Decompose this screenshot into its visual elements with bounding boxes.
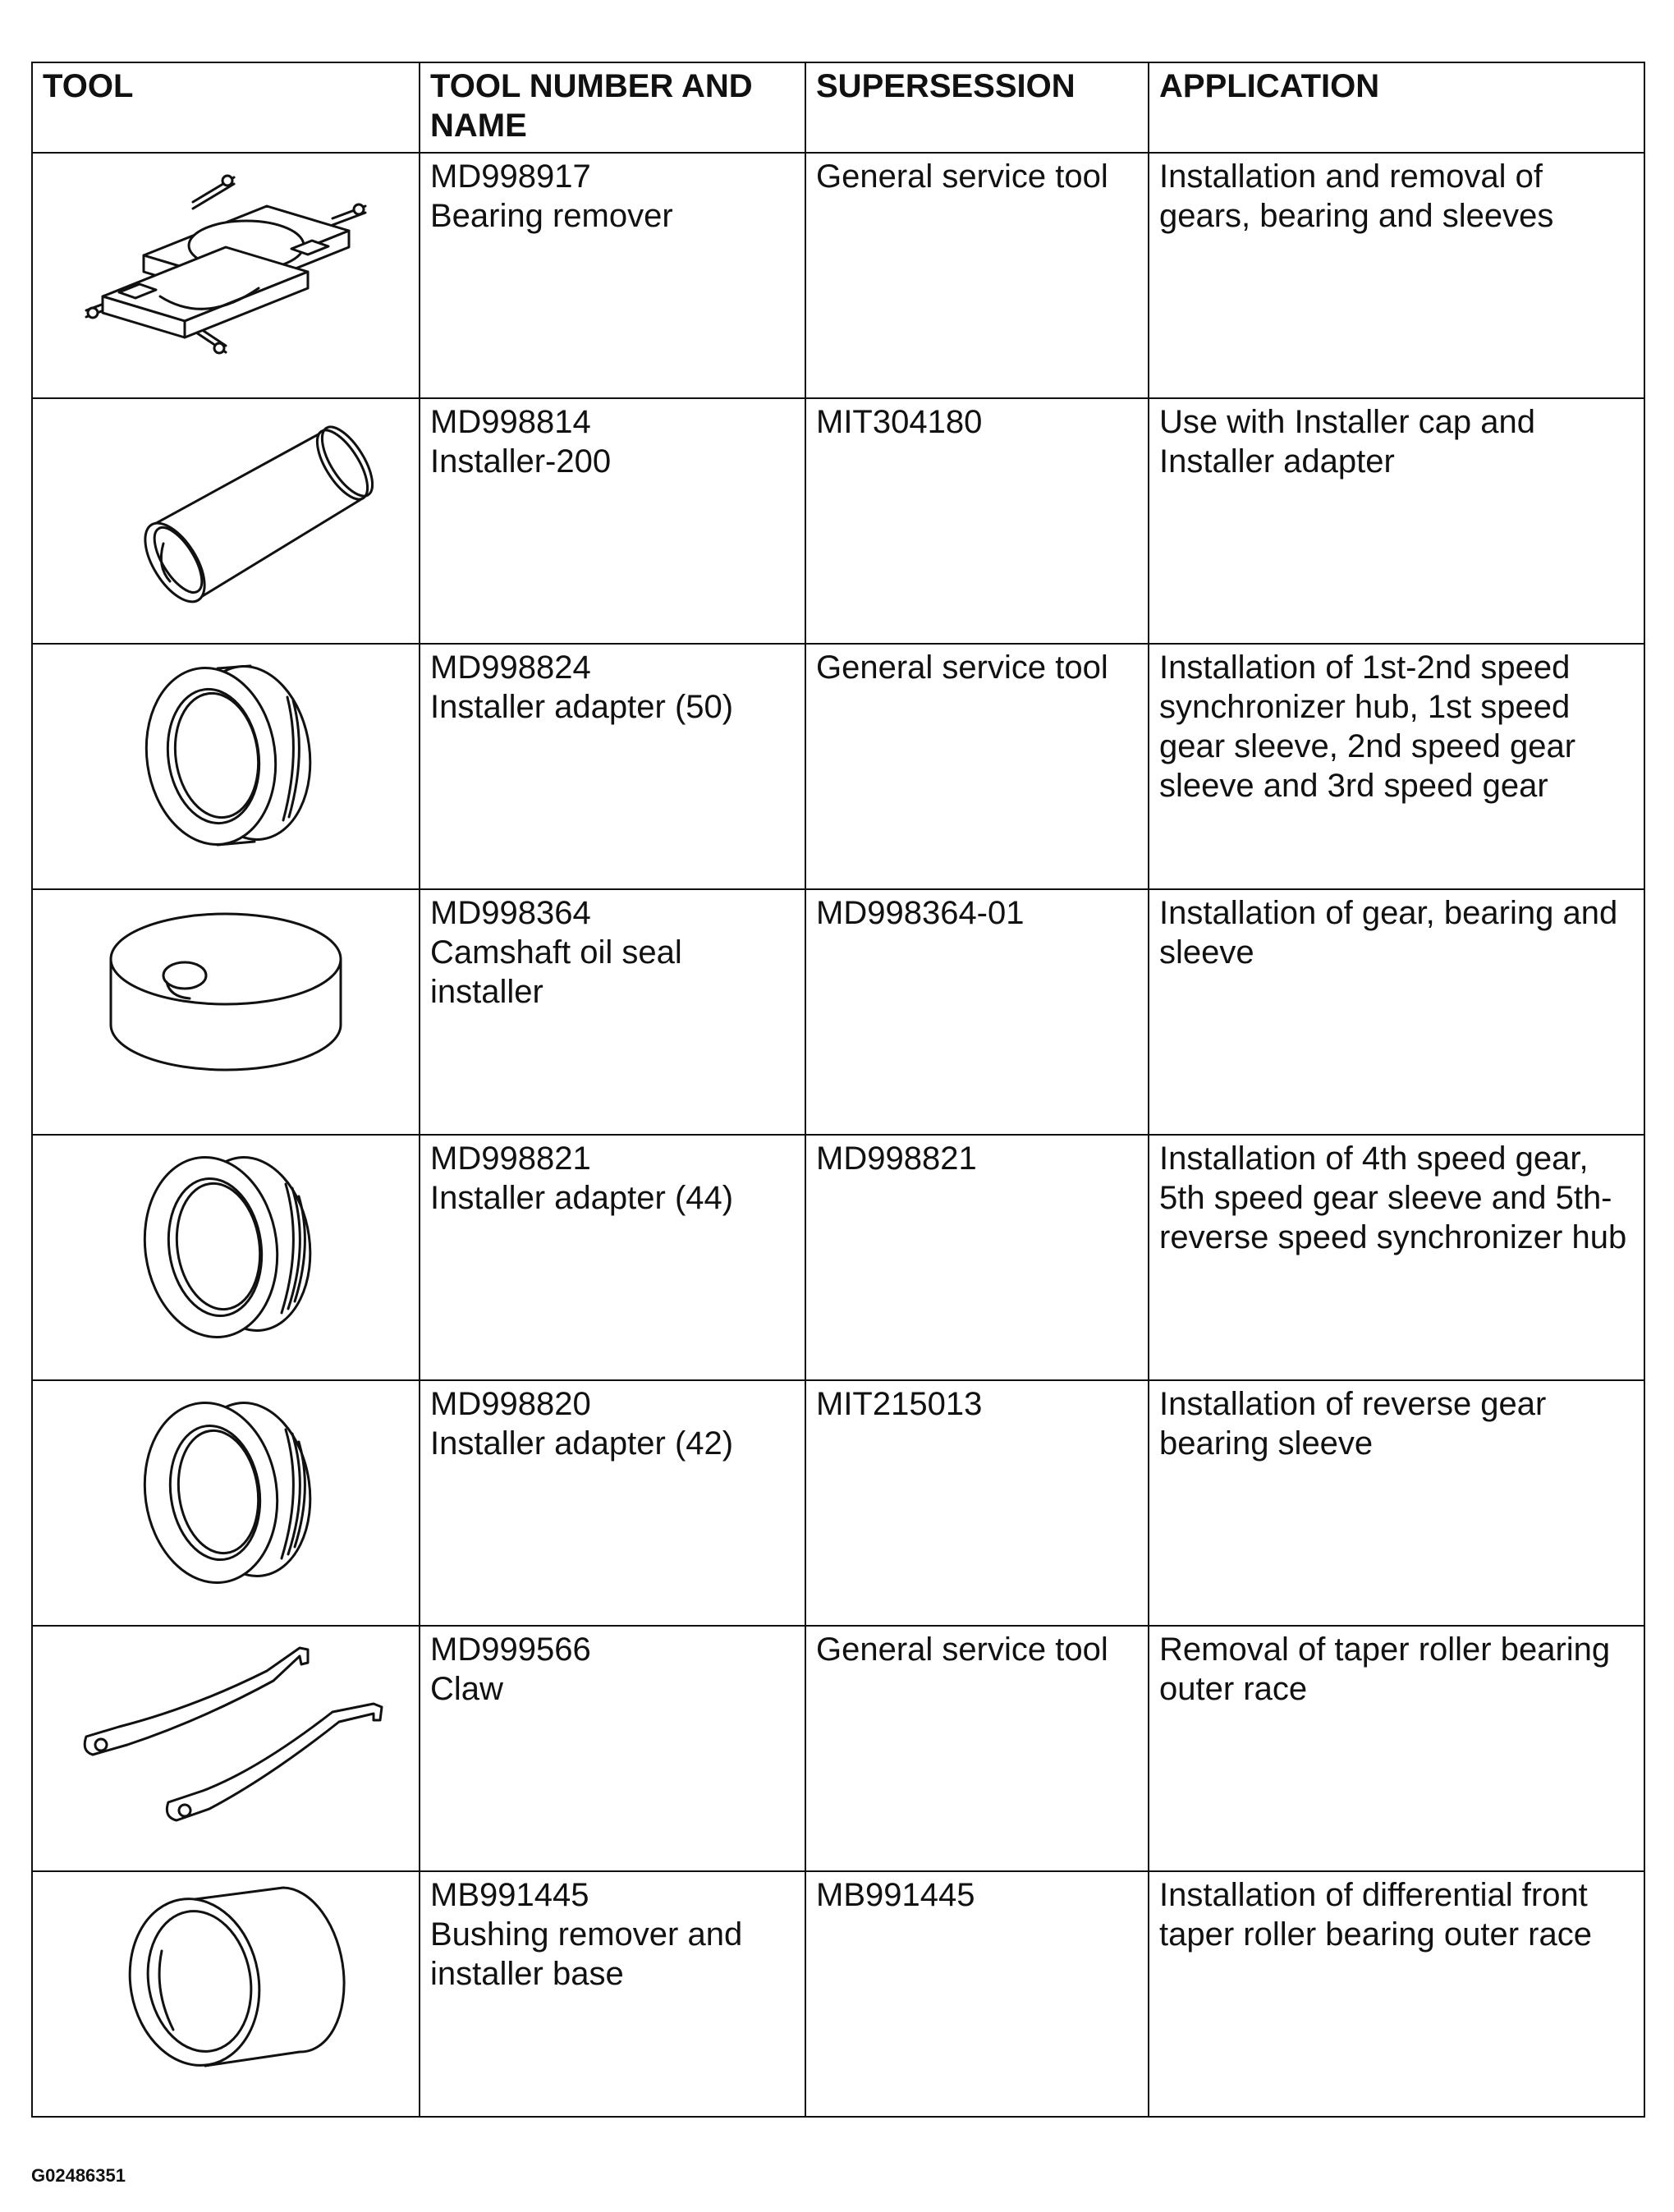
bearing-remover-icon — [70, 157, 382, 370]
installer-adapter-ring-icon — [119, 1139, 333, 1352]
tool-number: MD998824 — [430, 649, 591, 686]
tool-number: MD999566 — [430, 1631, 591, 1668]
supersession-cell: MIT304180 — [805, 398, 1149, 644]
tool-number-name-cell — [420, 398, 805, 644]
installer-tube-icon — [78, 402, 374, 616]
supersession-cell: MD998364-01 — [805, 889, 1149, 1135]
tool-number-name-cell — [420, 889, 805, 1135]
tool-name: Claw — [430, 1671, 503, 1707]
table-row — [32, 398, 1644, 644]
supersession-cell: MD998821 — [805, 1135, 1149, 1380]
application-cell: Use with Installer cap and Installer adapter — [1149, 398, 1644, 644]
header-row — [32, 62, 1644, 153]
oil-seal-installer-cap-icon — [94, 893, 357, 1090]
tool-number: MD998821 — [430, 1140, 591, 1177]
application-cell: Installation of differential front taper roller bearing outer race — [1149, 1871, 1644, 2117]
installer-adapter-ring-icon — [119, 1384, 333, 1598]
tool-number-name-cell — [420, 1626, 805, 1871]
tool-number-name-cell — [420, 1135, 805, 1380]
figure-id: G02486351 — [31, 2165, 126, 2186]
tool-illustration-cell — [32, 153, 420, 398]
tool-number-name-cell — [420, 1380, 805, 1626]
tool-name: Installer adapter (44) — [430, 1180, 734, 1216]
tool-illustration-cell — [32, 889, 420, 1135]
tool-name: Camshaft oil seal installer — [430, 934, 682, 1010]
table-row — [32, 889, 1644, 1135]
supersession-cell: General service tool — [805, 644, 1149, 889]
tool-name: Bushing remover and installer base — [430, 1916, 743, 1992]
application-cell: Installation of reverse gear bearing sleeve — [1149, 1380, 1644, 1626]
table-row — [32, 1871, 1644, 2117]
header-tool: TOOL — [32, 62, 420, 153]
tool-illustration-cell — [32, 1871, 420, 2117]
supersession-cell: General service tool — [805, 1626, 1149, 1871]
tool-number: MB991445 — [430, 1877, 589, 1913]
tool-name: Bearing remover — [430, 198, 673, 234]
tool-number-name-cell — [420, 644, 805, 889]
tool-illustration-cell — [32, 398, 420, 644]
application-cell: Installation and removal of gears, bearing and sleeves — [1149, 153, 1644, 398]
table-row — [32, 1380, 1644, 1626]
claw-icon — [53, 1630, 398, 1835]
special-tools-table — [31, 62, 1645, 2118]
tool-name: Installer-200 — [430, 443, 612, 480]
installer-adapter-ring-icon — [119, 648, 333, 861]
table-row — [32, 1135, 1644, 1380]
supersession-cell: MIT215013 — [805, 1380, 1149, 1626]
application-cell: Installation of gear, bearing and sleeve — [1149, 889, 1644, 1135]
tool-name: Installer adapter (50) — [430, 689, 734, 725]
tool-number: MD998364 — [430, 895, 591, 931]
table-row — [32, 153, 1644, 398]
header-tool-number-name: TOOL NUMBER AND NAME — [420, 62, 805, 153]
application-cell: Installation of 4th speed gear, 5th speed gear sleeve and 5th-reverse speed synchronizer hub — [1149, 1135, 1644, 1380]
tool-number: MD998917 — [430, 158, 591, 195]
tool-name: Installer adapter (42) — [430, 1425, 734, 1462]
supersession-cell: General service tool — [805, 153, 1149, 398]
tool-number-name-cell — [420, 1871, 805, 2117]
application-cell: Installation of 1st-2nd speed synchronizer hub, 1st speed gear sleeve, 2nd speed gear sleeve and 3rd speed gear — [1149, 644, 1644, 889]
tool-number: MD998814 — [430, 404, 591, 440]
bushing-base-icon — [103, 1875, 349, 2089]
tool-illustration-cell — [32, 1380, 420, 1626]
supersession-cell: MB991445 — [805, 1871, 1149, 2117]
tool-number: MD998820 — [430, 1386, 591, 1422]
header-supersession: SUPERSESSION — [805, 62, 1149, 153]
header-application: APPLICATION — [1149, 62, 1644, 153]
application-cell: Removal of taper roller bearing outer race — [1149, 1626, 1644, 1871]
tool-number-name-cell — [420, 153, 805, 398]
tool-illustration-cell — [32, 1626, 420, 1871]
tool-illustration-cell — [32, 1135, 420, 1380]
table-row — [32, 1626, 1644, 1871]
tool-illustration-cell — [32, 644, 420, 889]
table-row — [32, 644, 1644, 889]
